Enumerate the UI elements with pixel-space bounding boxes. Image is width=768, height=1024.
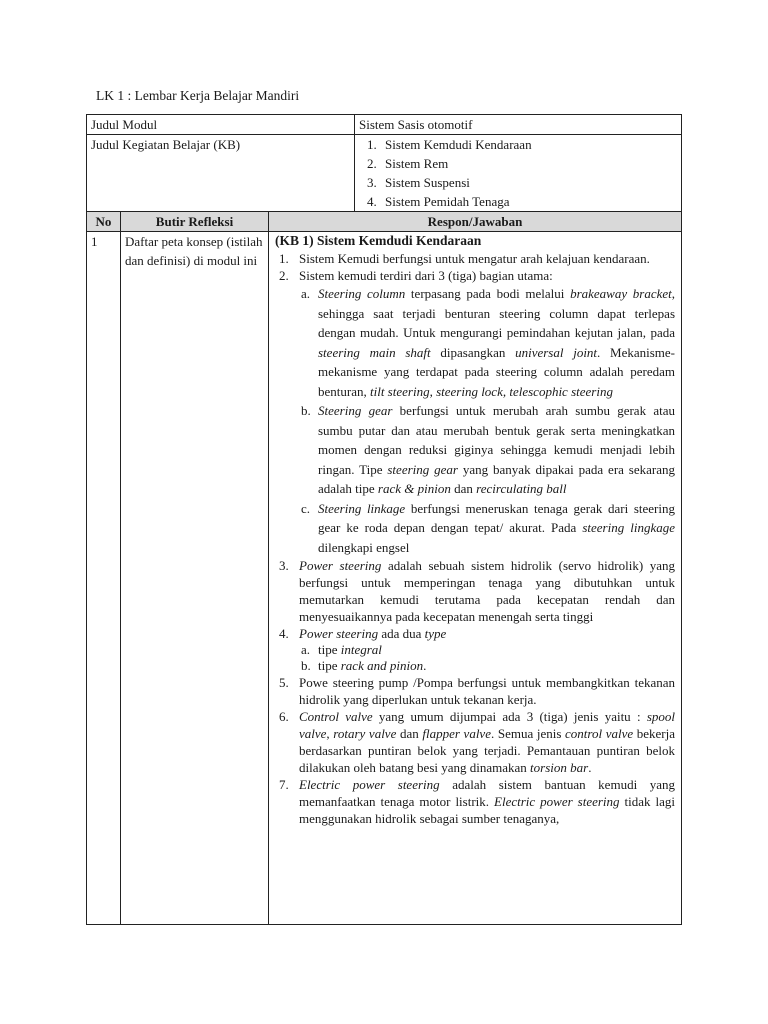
document-title: LK 1 : Lembar Kerja Belajar Mandiri xyxy=(96,88,300,103)
table-row xyxy=(87,232,682,925)
sub-list xyxy=(299,284,675,557)
header-row xyxy=(87,212,682,232)
kb-item: 3. Sistem Suspensi xyxy=(367,175,470,190)
sub-list-item: b. Steering gear berfungsi untuk merubah arah sumbu gerak atau sumbu putar dan atau merubah bentuk gerak serta meningkatkan momen dengan reduksi giginya sehingga kemudi menjadi lebih ringan. Tipe steering gear yang banyak dipakai pada era sekarang adalah tipe rack & pinion dan recirculating ball xyxy=(301,403,675,496)
sub-list-item: b. tipe rack and pinion. xyxy=(301,658,427,673)
list-item: 5. Powe steering pump /Pompa berfungsi untuk membangkitkan tekanan hidrolik yang diperlukan untuk tekanan kerja. xyxy=(279,675,675,707)
row-judul-kb xyxy=(87,135,682,212)
sub-list-item: a. Steering column terpasang pada bodi melalui brakeaway bracket, sehingga saat terjadi benturan steering column dapat terlepas dengan mudah. Untuk mengurangi pemindahan kejutan jalan, pada steering main shaft dipasangkan universal joint. Mekanisme-mekanisme yang terdapat pada steering column adalah peredam benturan, tilt steering, steering lock, telescophic steering xyxy=(301,286,676,399)
sub-list-item: c. Steering linkage berfungsi meneruskan tenaga gerak dari steering gear ke roda depan dengan tepat/ akurat. Pada steering lingkage dilengkapi engsel xyxy=(301,500,675,555)
response-title: (KB 1) Sistem Kemdudi Kendaraan xyxy=(275,233,482,248)
sub-list xyxy=(299,642,675,674)
response-list xyxy=(275,250,675,827)
list-item: 1. Sistem Kemudi berfungsi untuk mengatur arah kelajuan kendaraan. xyxy=(279,251,650,266)
kb-item: 1. Sistem Kemdudi Kendaraan xyxy=(367,137,532,152)
header-butir-refleksi: Butir Refleksi xyxy=(121,212,269,232)
kb-list xyxy=(359,135,677,211)
sub-list-item: a. tipe integral xyxy=(301,642,382,657)
list-item: 6. Control valve yang umum dijumpai ada 3 (tiga) jenis yaitu : spool valve, rotary valve dan flapper valve. Semua jenis control valve bekerja berdasarkan puntiran belok yang terjadi. Pemantauan puntiran belok dilakukan oleh batang besi yang dinamakan torsion bar. xyxy=(279,709,675,775)
header-respon-jawaban: Respon/Jawaban xyxy=(269,212,682,232)
list-item: 3. Power steering adalah sebuah sistem hidrolik (servo hidrolik) yang berfungsi untuk memperingan tenaga yang dibutuhkan untuk memutarkan kemudi terutama pada kecepatan rendah dan menyesuaikannya pada kecepatan menengah serta tinggi xyxy=(279,558,675,624)
judul-kb-label: Judul Kegiatan Belajar (KB) xyxy=(87,135,355,212)
kb-item: 2. Sistem Rem xyxy=(367,156,449,171)
header-no: No xyxy=(87,212,121,232)
list-item: 4. Power steering ada dua type a. tipe integral b. tipe rack and pinion. xyxy=(275,625,675,674)
list-item: 7. Electric power steering adalah sistem bantuan kemudi yang memanfaatkan tenaga motor listrik. Electric power steering tidak lagi menggunakan hidrolik sebagai sumber tenaganya, xyxy=(279,777,676,826)
judul-modul-value: Sistem Sasis otomotif xyxy=(355,115,682,135)
row-judul-modul xyxy=(87,115,682,135)
judul-kb-list-cell xyxy=(355,135,682,212)
butir-refleksi-cell: Daftar peta konsep (istilah dan definisi) di modul ini xyxy=(121,232,269,925)
worksheet-table xyxy=(86,114,682,925)
row-number: 1 xyxy=(87,232,121,925)
list-item: 2. Sistem kemudi terdiri dari 3 (tiga) bagian utama: a. Steering column terpasang pada bodi melalui brakeaway bracket, sehingga saat terjadi benturan steering column dapat terlepas dengan mudah. Untuk mengurangi pemindahan kejutan jalan, pada steering main shaft dipasangkan universal joint. Mekanisme-mekanisme yang terdapat pada steering column adalah peredam benturan, tilt steering, steering lock, telescophic steering b. Steering gear berfungsi untuk merubah arah sumbu gerak atau sumbu putar dan atau merubah bentuk gerak serta meningkatkan momen dengan reduksi giginya sehingga kemudi menjadi lebih ringan. Tipe steering gear yang banyak dipakai pada era sekarang adalah tipe rack & pinion dan recirculating ball c. Steering linkage berfungsi meneruskan tenaga gerak dari steering gear ke roda depan dengan tepat/ akurat. Pada steering lingkage dilengkapi engsel xyxy=(275,267,675,557)
response-cell xyxy=(269,232,682,925)
judul-modul-label: Judul Modul xyxy=(87,115,355,135)
kb-item: 4. Sistem Pemidah Tenaga xyxy=(367,194,510,209)
